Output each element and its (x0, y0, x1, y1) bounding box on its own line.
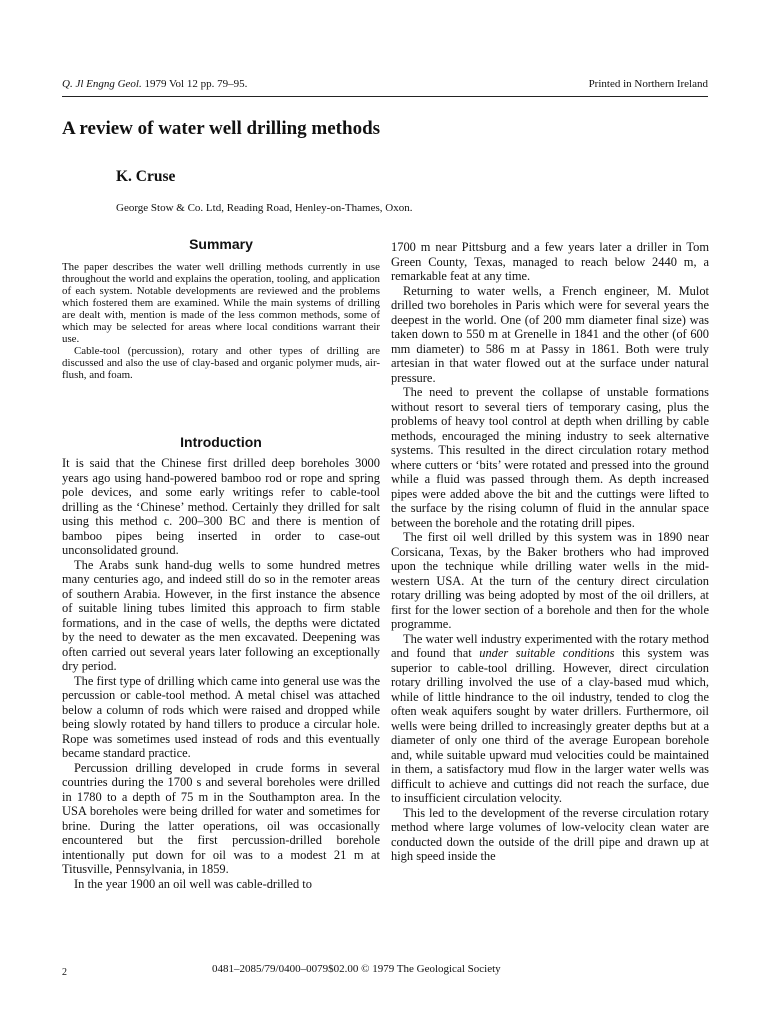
emphasis-text: under suitable conditions (479, 646, 615, 660)
body-paragraph: It is said that the Chinese first drilled deep boreholes 3000 years ago using hand-powered bamboo rod or rope and spring pole devices, and some early writings refer to cable-tool drilling as the ‘Chinese’ method. Certainly they drilled for salt using this method c. 200–300 BC and there is mention of bamboo pipes being inserted in order to case-out unconsolidated ground. (62, 456, 380, 557)
body-paragraph: Returning to water wells, a French engineer, M. Mulot drilled two boreholes in Paris which were for several years the deepest in the world. One (of 200 mm diameter final size) was taken down to 550 m at Grenelle in 1841 and the other (of 600 mm diameter) to 586 m at Passy in 1861. Both were truly artesian in that water flowed out at the surface under natural pressure. (391, 283, 709, 385)
summary-paragraph: Cable-tool (percussion), rotary and other types of drilling are discussed and also the use of clay-based and organic polymer muds, air-flush, and foam. (62, 345, 380, 382)
introduction-section (62, 434, 380, 891)
summary-paragraph: The paper describes the water well drilling methods currently in use throughout the world and explains the operation, tooling, and application of each system. Notable developments are reviewed and the problems which fostered them are examined. While the main systems of drilling are dealt with, mention is made of the less common methods, some of which may be selected for areas where local conditions warrant their use. (62, 261, 380, 346)
header-rule (62, 96, 708, 97)
journal-citation (62, 78, 247, 90)
body-paragraph: The first oil well drilled by this system was in 1890 near Corsicana, Texas, by the Baker brothers who had improved upon the technique while drilling water wells in the mid-western USA. At the turn of the century direct circulation rotary drilling was being adopted by most of the oil drillers, at first for the lower section of a borehole and then for the whole programme. (391, 530, 709, 631)
printed-location: Printed in Northern Ireland (588, 78, 708, 90)
paragraph-text: this system was superior to cable-tool drilling. However, direct circulation rotary drilling involved the use of a clay-based mud which, while of little hindrance to the oil industry, tended to clog the often weak aquifers sought by water drillers. Furthermore, oil wells were being drilled to increasingly greater depths but at a diameter of only one third of the average European borehole and, while suitable upward mud velocities could be maintained in them, a satisfactory mud flow in the larger water wells was difficult to achieve and cuttings did not reach the surface, due to insufficient circulation velocity. (391, 646, 709, 805)
right-column (391, 240, 709, 864)
body-paragraph: This led to the development of the reverse circulation rotary method where large volumes of low-velocity clean water are conducted down the outside of the drill pipe and drawn up at high speed inside the (391, 805, 709, 863)
summary-heading: Summary (189, 236, 253, 252)
citation-details: 1979 Vol 12 pp. 79–95. (141, 78, 248, 90)
body-paragraph: 1700 m near Pittsburg and a few years later a driller in Tom Green County, Texas, managed to reach below 2440 m, a remarkable feat at any time. (391, 240, 709, 283)
body-paragraph: The Arabs sunk hand-dug wells to some hundred metres many centuries ago, and indeed still do so in the remoter areas of southern Arabia. However, in the first instance the absence of suitable lining tubes limited this approach to firm stable formations, and in the case of wells, the depths were dictated by the need to dewater as the men excavated. Deepening was often carried out several years later following an exceptionally dry period. (62, 557, 380, 673)
publication-code: 0481–2085/79/0400–0079$02.00 © 1979 The Geological Society (212, 963, 501, 975)
summary-section (62, 236, 380, 381)
running-header (62, 78, 708, 92)
journal-name: Q. Jl Engng Geol. (62, 78, 142, 90)
page-footer (62, 963, 708, 977)
body-paragraph: Percussion drilling developed in crude forms in several countries during the 1700 s and several boreholes were drilled in 1780 to a depth of 75 m in the Southampton area. In the USA boreholes were being drilled for water and sometimes for brine. During the latter operations, oil was occasionally encountered but the first percussion-drilled borehole intentionally put down for oil was to a modest 21 m at Titusville, Pennsylvania, in 1859. (62, 760, 380, 876)
paragraph-text: The water well industry experimented with the rotary method and found that (391, 631, 710, 660)
body-paragraph: The first type of drilling which came into general use was the percussion or cable-tool method. A metal chisel was attached below a column of rods which were raised and dropped while being slowly rotated by hand tillers to produce a circular hole. Rope was sometimes used instead of rods and this eventually became standard practice. (62, 673, 380, 760)
body-paragraph (391, 632, 709, 806)
body-paragraph: In the year 1900 an oil well was cable-drilled to (74, 876, 312, 891)
article-title: A review of water well drilling methods (62, 118, 381, 139)
author-affiliation: George Stow & Co. Ltd, Reading Road, Henley-on-Thames, Oxon. (116, 202, 413, 214)
introduction-heading: Introduction (180, 434, 262, 450)
author-name: K. Cruse (116, 168, 176, 185)
page-number: 2 (62, 967, 67, 978)
body-paragraph: The need to prevent the collapse of unstable formations without resort to several tiers of temporary casing, plus the problems of heavy tool control at depth when drilling by cable methods, encouraged the mining industry to seek alternative systems. This resulted in the direct circulation rotary method where cutters or ‘bits’ were rotated and pressed into the ground while a fluid was passed through them. As depth increased pipes were added above the bit and the cuttings were lifted to the surface by the rising column of fluid in the annular space between the borehole and the rotating drill pipes. (391, 385, 709, 530)
